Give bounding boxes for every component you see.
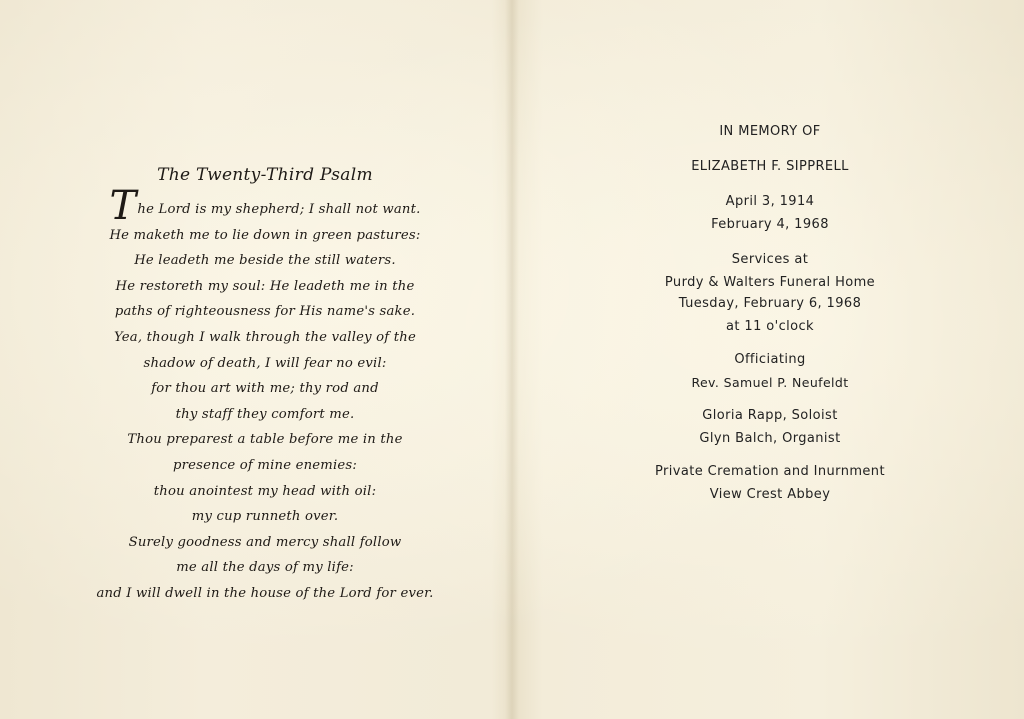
soloist-credit: Gloria Rapp, Soloist [702, 408, 838, 423]
officiant-name: Rev. Samuel P. Neufeldt [691, 375, 849, 390]
psalm-line: presence of mine enemies: [172, 457, 358, 473]
psalm-line: Thou preparest a table before me in the [127, 432, 403, 448]
psalm-panel [90, 165, 440, 607]
death-date: February 4, 1968 [711, 217, 829, 232]
services-label: Services at [731, 252, 809, 267]
service-venue: Purdy & Walters Funeral Home [664, 275, 876, 290]
cremation-note: Private Cremation and Inurnment [655, 464, 885, 479]
psalm-line: thy staff they comfort me. [175, 406, 355, 422]
psalm-title: The Twenty-Third Psalm [157, 165, 373, 185]
memorial-heading: IN MEMORY OF [719, 124, 821, 139]
psalm-line: He leadeth me beside the still waters. [134, 253, 396, 269]
psalm-line: He restoreth my soul: He leadeth me in the [115, 278, 415, 294]
organist-credit: Glyn Balch, Organist [699, 431, 841, 446]
psalm-line: paths of righteousness for His name's sake. [114, 304, 416, 320]
service-time: at 11 o'clock [726, 319, 814, 334]
psalm-verses [90, 183, 440, 607]
psalm-line: Yea, though I walk through the valley of the [114, 329, 416, 345]
psalm-line: for thou art with me; thy rod and [151, 381, 379, 397]
service-date: Tuesday, February 6, 1968 [678, 296, 862, 311]
psalm-line: He maketh me to lie down in green pastures: [109, 227, 421, 243]
psalm-line: shadow of death, I will fear no evil: [143, 355, 387, 371]
psalm-first-line-text: he Lord is my shepherd; I shall not want. [137, 202, 421, 217]
drop-cap: T [109, 183, 137, 229]
officiating-label: Officiating [734, 352, 806, 367]
psalm-line [90, 183, 440, 229]
psalm-line: me all the days of my life: [176, 560, 354, 576]
psalm-line: thou anointest my head with oil: [153, 483, 377, 499]
deceased-name: ELIZABETH F. SIPPRELL [691, 159, 849, 174]
psalm-line: and I will dwell in the house of the Lord for ever. [96, 585, 434, 601]
memorial-panel [620, 124, 920, 502]
birth-date: April 3, 1914 [725, 194, 815, 209]
center-fold [505, 0, 519, 719]
psalm-line: Surely goodness and mercy shall follow [128, 534, 402, 550]
psalm-line: my cup runneth over. [191, 509, 339, 525]
abbey-name: View Crest Abbey [709, 487, 831, 502]
